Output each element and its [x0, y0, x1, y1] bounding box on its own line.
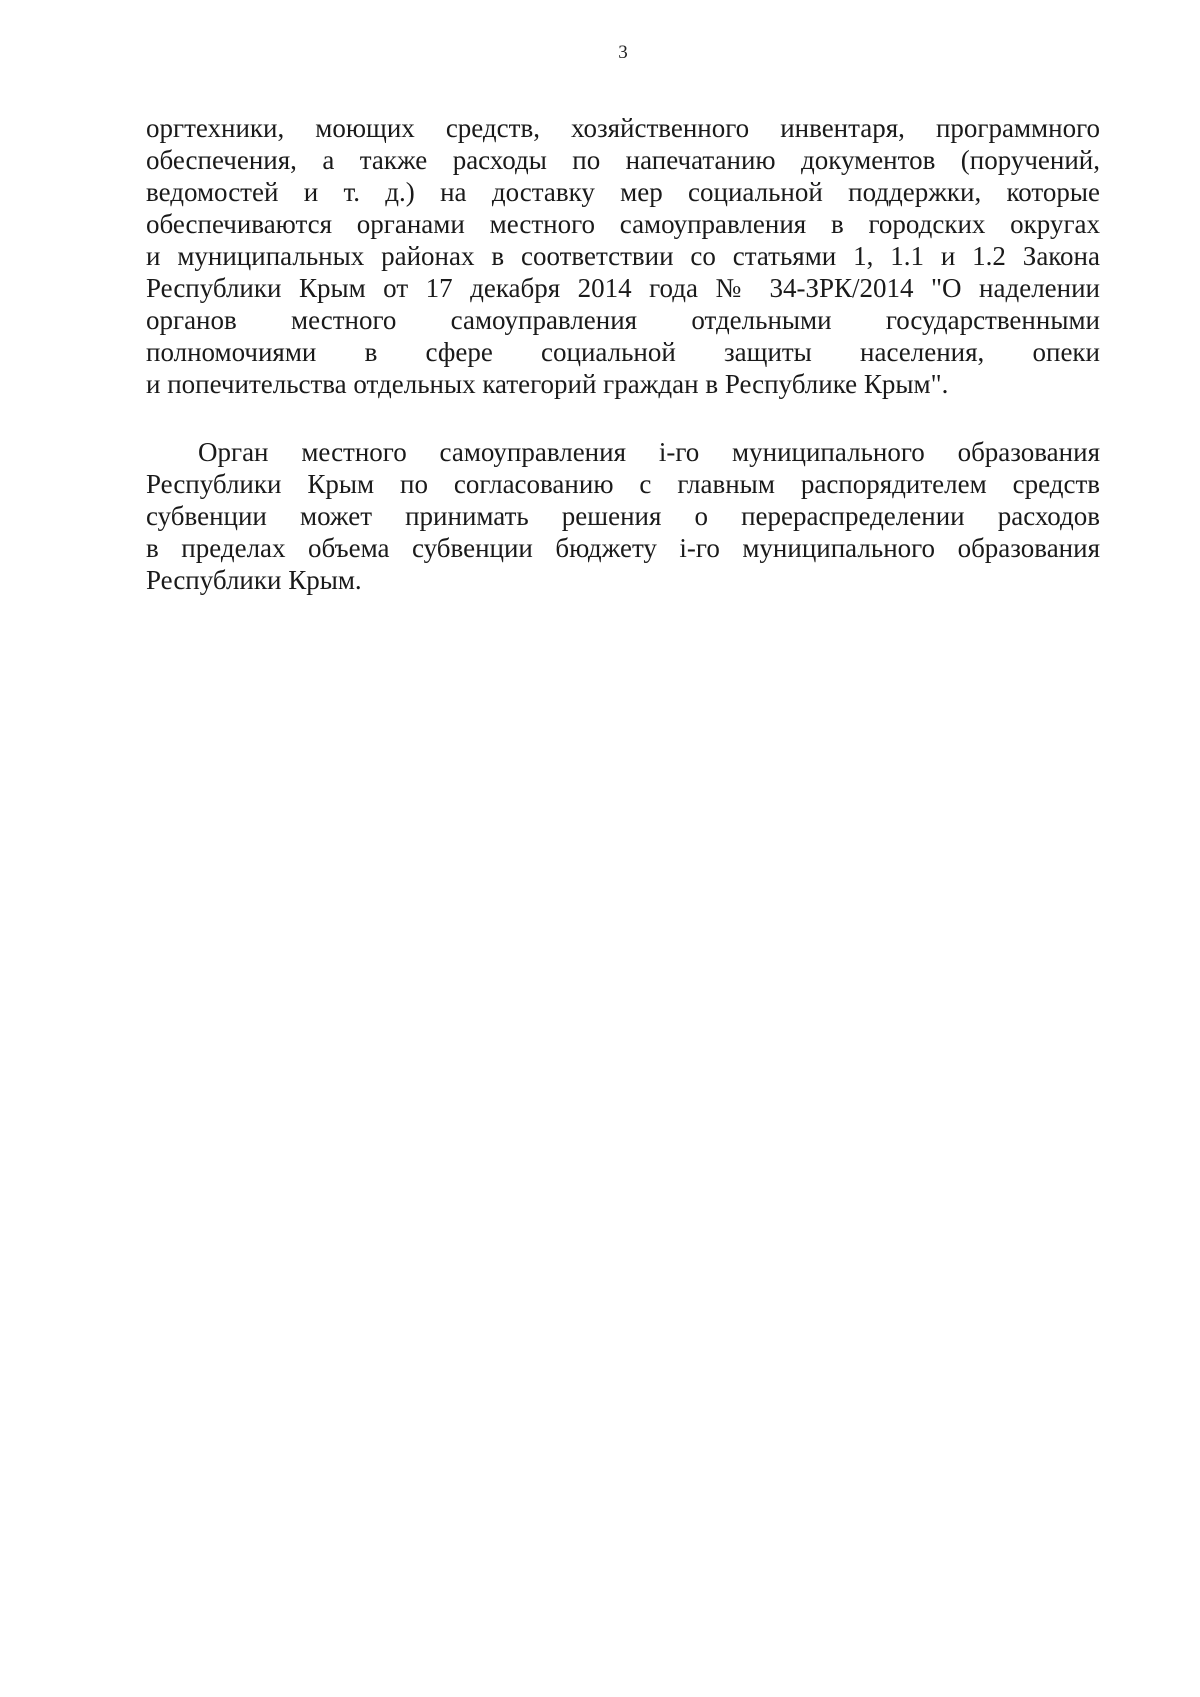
paragraph-1 [146, 112, 1100, 400]
paragraph-line: органов местного самоуправления отдельными государственными [146, 305, 1100, 335]
paragraph-line: оргтехники, моющих средств, хозяйственного инвентаря, программного [146, 113, 1100, 143]
page-number: 3 [618, 42, 628, 63]
paragraph-line: субвенции может принимать решения о перераспределении расходов [146, 501, 1100, 531]
paragraph-line: в пределах объема субвенции бюджету i-го муниципального образования [146, 533, 1100, 563]
paragraph-line: обеспечиваются органами местного самоуправления в городских округах [146, 209, 1100, 239]
paragraph-line: обеспечения, а также расходы по напечатанию документов (поручений, [146, 145, 1100, 175]
paragraph-line: и попечительства отдельных категорий граждан в Республике Крым". [146, 369, 949, 399]
paragraph-line: ведомостей и т. д.) на доставку мер социальной поддержки, которые [146, 177, 1100, 207]
paragraph-line: и муниципальных районах в соответствии со статьями 1, 1.1 и 1.2 Закона [146, 241, 1100, 271]
paragraph-line: полномочиями в сфере социальной защиты населения, опеки [146, 337, 1100, 367]
paragraph-line: Республики Крым. [146, 565, 362, 595]
paragraph-line: Орган местного самоуправления i-го муниципального образования [198, 437, 1100, 467]
paragraph-line: Республики Крым от 17 декабря 2014 года № 34-ЗРК/2014 "О наделении [146, 273, 1100, 303]
paragraph-2 [146, 436, 1100, 596]
paragraph-line: Республики Крым по согласованию с главным распорядителем средств [146, 469, 1100, 499]
